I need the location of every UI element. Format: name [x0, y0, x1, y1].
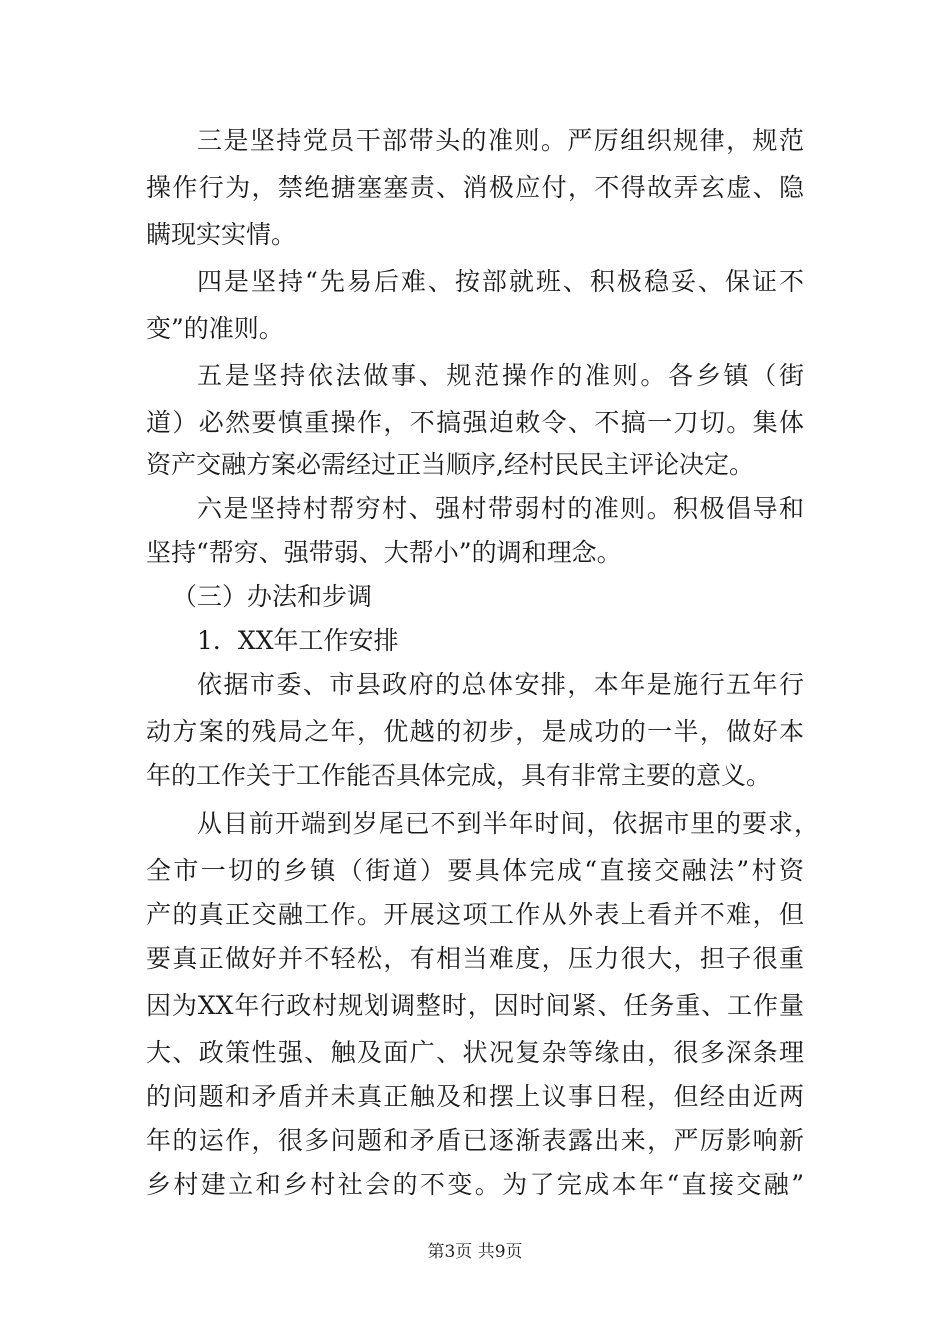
paragraph-line: 大、政策性强、触及面广、状况复杂等缘由，很多深条理 — [146, 1038, 804, 1067]
paragraph-line: 五是坚持依法做事、规范操作的准则。各乡镇（街 — [197, 361, 804, 390]
paragraph-line: 全市一切的乡镇（街道）要具体完成“直接交融法”村资 — [146, 856, 804, 885]
paragraph-line: 因为XX年行政村规划调整时，因时间紧、任务重、工作量 — [146, 991, 804, 1020]
paragraph-line: 道）必然要慎重操作，不搞强迫敕令、不搞一刀切。集体 — [146, 408, 804, 437]
paragraph-line: 四是坚持“先易后难、按部就班、积极稳妥、保证不 — [197, 267, 804, 296]
paragraph-line: 年的运作，很多问题和矛盾已逐渐表露出来，严厉影响新 — [146, 1126, 804, 1155]
paragraph-line: 产的真正交融工作。开展这项工作从外表上看并不难，但 — [146, 900, 804, 929]
paragraph-line: 三是坚持党员干部带头的准则。严厉组织规律，规范 — [197, 126, 804, 155]
subsection-heading: 1．XX年工作安排 — [197, 626, 399, 655]
section-heading: （三）办法和步调 — [172, 582, 373, 611]
paragraph-line: 要真正做好并不轻松，有相当难度，压力很大，担子很重 — [146, 944, 804, 973]
paragraph-line: 从目前开端到岁尾已不到半年时间，依据市里的要求， — [197, 809, 819, 838]
paragraph-line: 动方案的残局之年，优越的初步，是成功的一半，做好本 — [146, 717, 804, 746]
paragraph-line: 依据市委、市县政府的总体安排，本年是施行五年行 — [197, 670, 804, 699]
paragraph-line: 坚持“帮穷、强带弱、大帮小”的调和理念。 — [146, 538, 622, 567]
paragraph-line: 操作行为，禁绝搪塞塞责、消极应付，不得故弄玄虚、隐 — [146, 173, 804, 202]
paragraph-line: 资产交融方案必需经过正当顺序,经村民民主评论决定。 — [146, 450, 754, 479]
page-number-footer: 第3页 共9页 — [427, 1242, 523, 1262]
paragraph-line: 的问题和矛盾并未真正触及和摆上议事日程，但经由近两 — [146, 1082, 804, 1111]
paragraph-line: 变”的准则。 — [146, 314, 284, 343]
paragraph-line: 瞒现实实情。 — [146, 220, 297, 249]
paragraph-line: 乡村建立和乡村社会的不变。为了完成本年“直接交融” — [146, 1170, 804, 1199]
paragraph-line: 六是坚持村帮穷村、强村带弱村的准则。积极倡导和 — [197, 494, 804, 523]
paragraph-line: 年的工作关于工作能否具体完成，具有非常主要的意义。 — [146, 761, 772, 790]
